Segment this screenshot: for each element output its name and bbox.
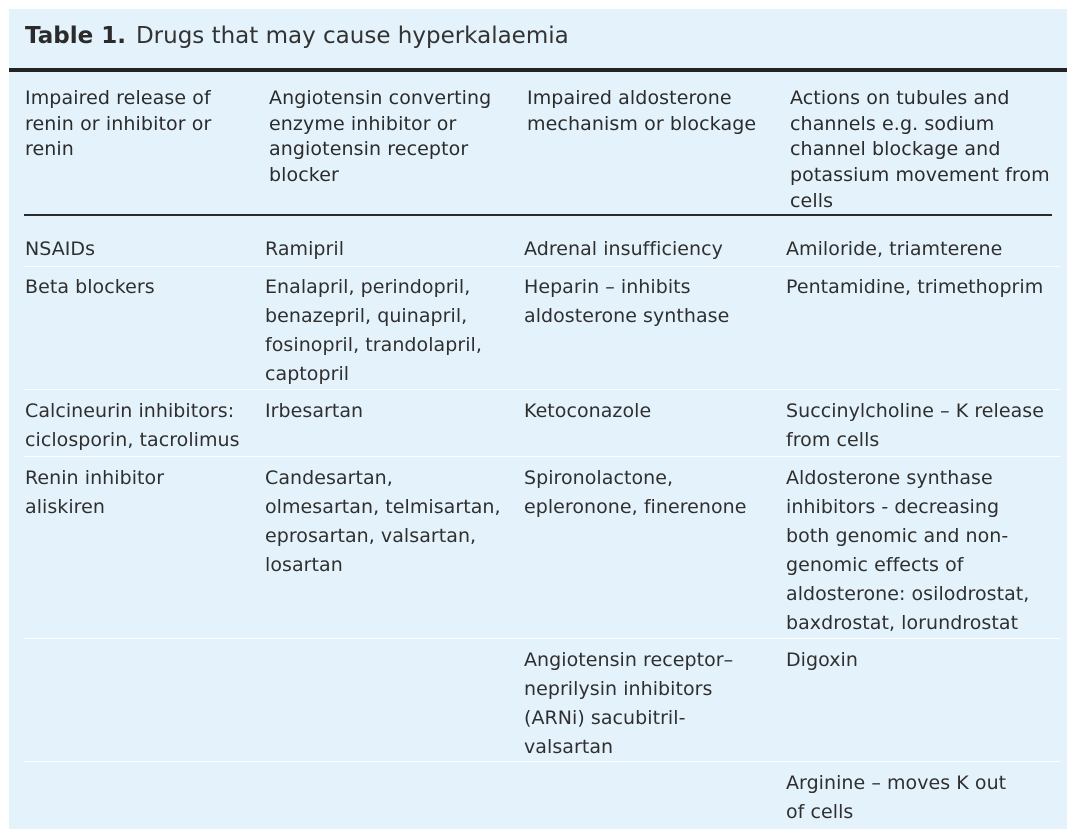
table-cell: Ketoconazole <box>524 400 652 422</box>
table-caption-label: Table 1. <box>25 23 126 49</box>
table-cell: Renin inhibitor aliskiren <box>25 467 165 518</box>
table-cell: Calcineurin inhibitors: ciclosporin, tacrolimus <box>25 400 240 451</box>
column-header-renin: Impaired release of renin or inhibitor or renin <box>25 87 212 161</box>
table-cell: Spironolactone, epleronone, finerenone <box>524 467 747 518</box>
table-cell: Candesartan, olmesartan, telmisartan, eprosartan, valsartan, losartan <box>265 467 501 576</box>
table-cell: Beta blockers <box>25 276 155 298</box>
table-cell: Heparin – inhibits aldosterone synthase <box>524 276 730 327</box>
table-cell: Adrenal insufficiency <box>524 238 723 260</box>
table-cell: Irbesartan <box>265 400 364 422</box>
table-caption-text: Drugs that may cause hyperkalaemia <box>135 23 569 49</box>
table-cell: Angiotensin receptor–neprilysin inhibitors (ARNi) sacubitril-valsartan <box>524 649 734 758</box>
column-header-aldosterone: Impaired aldosterone mechanism or blockage <box>527 87 757 135</box>
table-cell: Arginine – moves K out of cells <box>786 772 1007 823</box>
table-cell: Digoxin <box>786 649 858 671</box>
row-divider <box>24 266 1060 267</box>
table-cell: NSAIDs <box>25 238 96 260</box>
column-header-ace-arb: Angiotensin converting enzyme inhibitor or angiotensin receptor blocker <box>269 87 492 187</box>
table-panel <box>9 9 1067 829</box>
table-cell: Aldosterone synthase inhibitors - decreasing both genomic and non-genomic effects of aldosterone: osilodrostat, baxdrostat, lorundrostat <box>786 467 1030 634</box>
top-rule <box>9 68 1067 72</box>
table-cell: Succinylcholine – K release from cells <box>786 400 1044 451</box>
table-cell: Pentamidine, trimethoprim <box>786 276 1044 298</box>
row-divider <box>24 638 1060 639</box>
header-rule <box>24 214 1052 216</box>
row-divider <box>24 761 1060 762</box>
table-cell: Amiloride, triamterene <box>786 238 1003 260</box>
row-divider <box>24 456 1060 457</box>
column-header-tubules: Actions on tubules and channels e.g. sodium channel blockage and potassium movement from cells <box>790 87 1050 212</box>
row-divider <box>24 389 1060 390</box>
table-caption <box>25 21 569 51</box>
table-cell: Ramipril <box>265 238 345 260</box>
table-cell: Enalapril, perindopril, benazepril, quinapril, fosinopril, trandolapril, captopril <box>265 276 482 385</box>
